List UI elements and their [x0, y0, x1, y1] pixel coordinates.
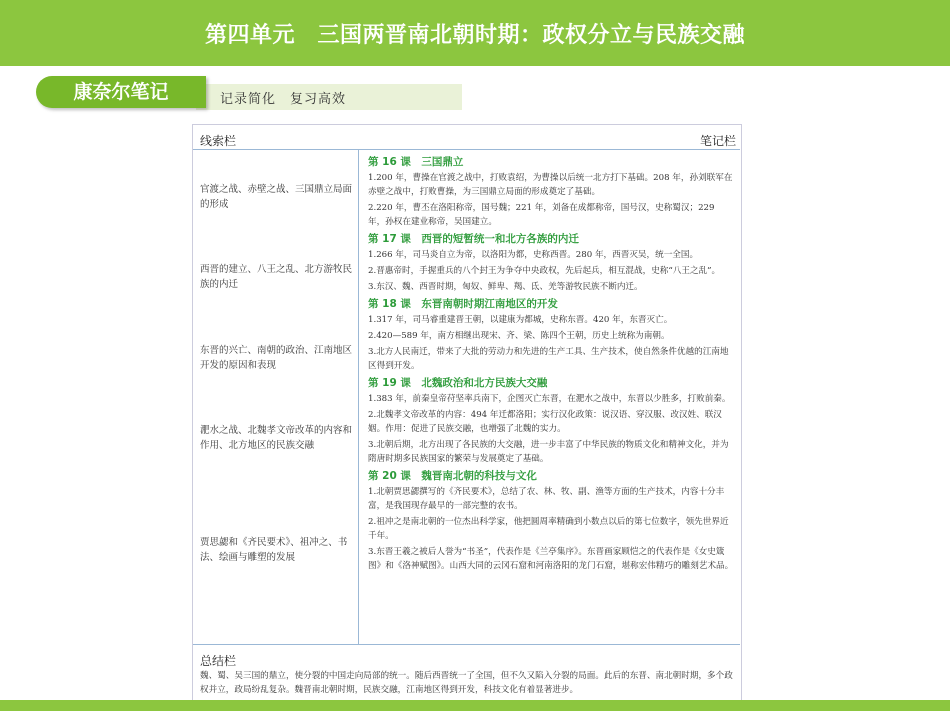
note-item: 2.晋惠帝时，手握重兵的八个封王为争夺中央政权，先后起兵，相互混战，史称“八王之乱”。: [368, 266, 721, 276]
note-item: 1.200 年，曹操在官渡之战中，打败袁绍，为曹操以后统一北方打下基础。208 年，孙刘联军在赤壁之战中，打败曹操，为三国鼎立局面的形成奠定了基础。: [368, 173, 733, 197]
summary-divider: [193, 644, 740, 645]
badge-slogan-strip: [196, 84, 462, 110]
lesson-title: 第 16 课 三国鼎立: [368, 156, 464, 168]
notes-column: [368, 154, 734, 575]
note-item: 3.东晋王羲之被后人誉为“书圣”，代表作是《兰亭集序》。东晋画家顾恺之的代表作是《女史箴图》和《洛神赋图》。山西大同的云冈石窟和河南洛阳的龙门石窟，堪称宏伟精巧的雕刻艺术品。: [368, 547, 734, 571]
lesson-title: 第 17 课 西晋的短暂统一和北方各族的内迁: [368, 233, 579, 245]
bottom-banner: [0, 700, 950, 711]
unit-title: 第四单元 三国两晋南北朝时期：政权分立与民族交融: [204, 23, 745, 48]
note-item: 1.北朝贾思勰撰写的《齐民要术》，总结了农、林、牧、副、渔等方面的生产技术，内容十分丰富，是我国现存最早的一部完整的农书。: [368, 487, 725, 511]
badge-slogan: 记录简化 复习高效: [220, 92, 347, 107]
lesson-title: 第 19 课 北魏政治和北方民族大交融: [368, 377, 548, 389]
note-item: 3.北方人民南迁，带来了大批的劳动力和先进的生产工具、生产技术，使自然条件优越的江南地区得到开发。: [368, 347, 729, 371]
note-item: 3.北朝后期，北方出现了各民族的大交融，进一步丰富了中华民族的物质文化和精神文化，并为隋唐时期多民族国家的繁荣与发展奠定了基础。: [368, 440, 729, 464]
cue-item: 官渡之战、赤壁之战、三国鼎立局面的形成: [200, 184, 353, 210]
lesson-title: 第 20 课 魏晋南北朝的科技与文化: [368, 470, 537, 482]
note-item: 2.420—589 年，南方相继出现宋、齐、梁、陈四个王朝，历史上统称为南朝。: [368, 331, 670, 341]
header-divider: [193, 149, 740, 150]
cue-item: 西晋的建立、八王之乱、北方游牧民族的内迁: [200, 264, 353, 290]
note-item: 2.北魏孝文帝改革的内容：494 年迁都洛阳；实行汉化政策：说汉语、穿汉服、改汉姓、联汉姻。作用：促进了民族交融，也增强了北魏的实力。: [368, 410, 722, 434]
lesson-title: 第 18 课 东晋南朝时期江南地区的开发: [368, 298, 558, 310]
top-banner: [0, 0, 950, 66]
note-item: 3.东汉、魏、西晋时期，匈奴、鲜卑、羯、氐、羌等游牧民族不断内迁。: [368, 282, 643, 292]
summary-header: 总结栏: [200, 654, 237, 668]
cue-item: 淝水之战、北魏孝文帝改革的内容和作用、北方地区的民族交融: [200, 425, 353, 451]
note-item: 2.祖冲之是南北朝的一位杰出科学家，他把圆周率精确到小数点以后的第七位数字，领先世界近千年。: [368, 517, 729, 541]
column-divider: [358, 149, 359, 644]
note-item: 1.317 年，司马睿重建晋王朝，以建康为都城，史称东晋。420 年，东晋灭亡。: [368, 315, 673, 325]
cue-item: 贾思勰和《齐民要术》、祖冲之、书法、绘画与雕塑的发展: [200, 537, 348, 563]
cue-column-header: 线索栏: [200, 134, 237, 148]
cornell-badge: 康奈尔笔记: [36, 76, 206, 108]
summary-text: 魏、蜀、吴三国的鼎立，使分裂的中国走向局部的统一。随后西晋统一了全国，但不久又陷入分裂的局面。此后的东晋、南北朝时期，多个政权并立，政局纷乱复杂。魏晋南北朝时期，民族交融，江南地区得到开发，科技文化有着显著进步。: [200, 671, 733, 695]
note-item: 1.383 年，前秦皇帝苻坚率兵南下，企图灭亡东晋，在淝水之战中，东晋以少胜多，打败前秦。: [368, 394, 731, 404]
note-column-header: 笔记栏: [700, 134, 737, 148]
note-item: 1.266 年，司马炎自立为帝，以洛阳为都，史称西晋。280 年，西晋灭吴，统一全国。: [368, 250, 699, 260]
note-item: 2.220 年，曹丕在洛阳称帝，国号魏；221 年，刘备在成都称帝，国号汉，史称蜀汉；229 年，孙权在建业称帝，吴国建立。: [368, 203, 715, 227]
cue-item: 东晋的兴亡、南朝的政治、江南地区开发的原因和表现: [200, 345, 353, 371]
